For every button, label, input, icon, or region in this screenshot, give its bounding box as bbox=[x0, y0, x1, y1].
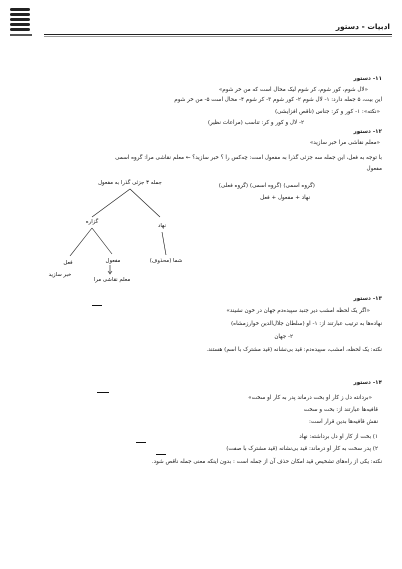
tree-verb-value: خبر سازید bbox=[48, 272, 72, 278]
underline-mark bbox=[136, 442, 146, 443]
underline-mark bbox=[97, 392, 109, 393]
tree-subject-value: شما (محذوف) bbox=[149, 258, 183, 264]
header-divider bbox=[44, 34, 392, 35]
underline-mark bbox=[92, 305, 102, 306]
q11-verse: «لال شوم، کور شوم، کر شوم لیک محال است که من خر شوم» bbox=[218, 87, 368, 93]
q11-note: «نکته»: ۱- کور و کر: جناس (ناقص افزایشی) bbox=[274, 109, 380, 115]
q12-title: ۱۲- دستور bbox=[353, 129, 382, 135]
q12-groups: (گروه اسمی) (گروه اسمی) (گروه فعلی) bbox=[218, 183, 315, 189]
tree-predicate: گزاره bbox=[85, 219, 99, 225]
q14-verse: «بردانته دل ز کار او بخت درماند پدر به کار او سخت» bbox=[248, 395, 372, 401]
q14-note: نکته: یکی از راه‌های تشخیص قید امکان حذف آن از جمله است : بدون اینکه معنی جمله ناقص شود. bbox=[151, 459, 382, 465]
publisher-logo bbox=[8, 6, 38, 40]
q12-explanation: با توجه به فعل، این جمله سه جزئی گذرا به مفعول است: چه‌کس را ؟ خبر سازید؟ ← معلم نقاشی مرا: گروه اسمی bbox=[115, 155, 382, 161]
q11-explanation: این بیت، ۵ جمله دارد: ۱- لال شوم ۲- کور شوم ۳- کر شوم ۴- محال است ۵- من خر شوم bbox=[174, 97, 382, 103]
tree-subject: نهاد bbox=[157, 223, 167, 229]
q13-subjects: نهاده‌ها به ترتیب عبارتند از: ۱- او (سلطان جلال‌الدین خوارزمشاه) bbox=[230, 321, 382, 327]
sentence-tree bbox=[0, 170, 402, 285]
tree-object-value: معلم نقاشی مرا bbox=[93, 277, 131, 283]
q12-explanation-cont: مفعول bbox=[366, 166, 382, 172]
q13-note: نکته: یک لحظه، امشب، سپیده‌دم: قید بی‌نشانه (قید مشترک با اسم) هستند. bbox=[206, 347, 382, 353]
q11-note-2: ۲- لال و کور و کر: تناسب (مراعات نظیر) bbox=[207, 120, 304, 126]
tree-object: مفعول bbox=[105, 258, 121, 264]
q12-roles: نهاد + مفعول + فعل bbox=[260, 195, 310, 201]
underline-mark bbox=[156, 454, 166, 455]
q13-verse: «اگر یک لحظه امشب دیر جنبد سپیده‌دم جهان در خون نشیند» bbox=[226, 308, 370, 314]
q14-rhymes: قافیه‌ها عبارتند از: بخت و سخت bbox=[303, 407, 378, 413]
q14-role-1: ۱) بخت از کار او دل برداشته: نهاد bbox=[299, 434, 378, 440]
q12-sentence: «معلم نقاشی مرا خبر سازید» bbox=[309, 140, 380, 146]
q14-roles-intro: نقش قافیه‌ها بدین قرار است: bbox=[309, 419, 378, 425]
header-divider-thin bbox=[44, 36, 392, 37]
q14-title: ۱۴- دستور bbox=[353, 380, 382, 386]
tree-verb: فعل bbox=[63, 260, 73, 266]
page-title: ادبیات - دستور bbox=[335, 22, 390, 31]
tree-root: جمله ۳ جزئی گذرا به مفعول bbox=[98, 180, 162, 186]
q13-subjects-2: ۲- جهان bbox=[274, 334, 293, 340]
q13-title: ۱۳- دستور bbox=[353, 296, 382, 302]
q11-title: ۱۱- دستور bbox=[353, 76, 382, 82]
q14-role-2: ۲) پدر سخت به کار او درماند: قید بی‌نشانه (قید مشترک با صفت) bbox=[226, 446, 378, 452]
